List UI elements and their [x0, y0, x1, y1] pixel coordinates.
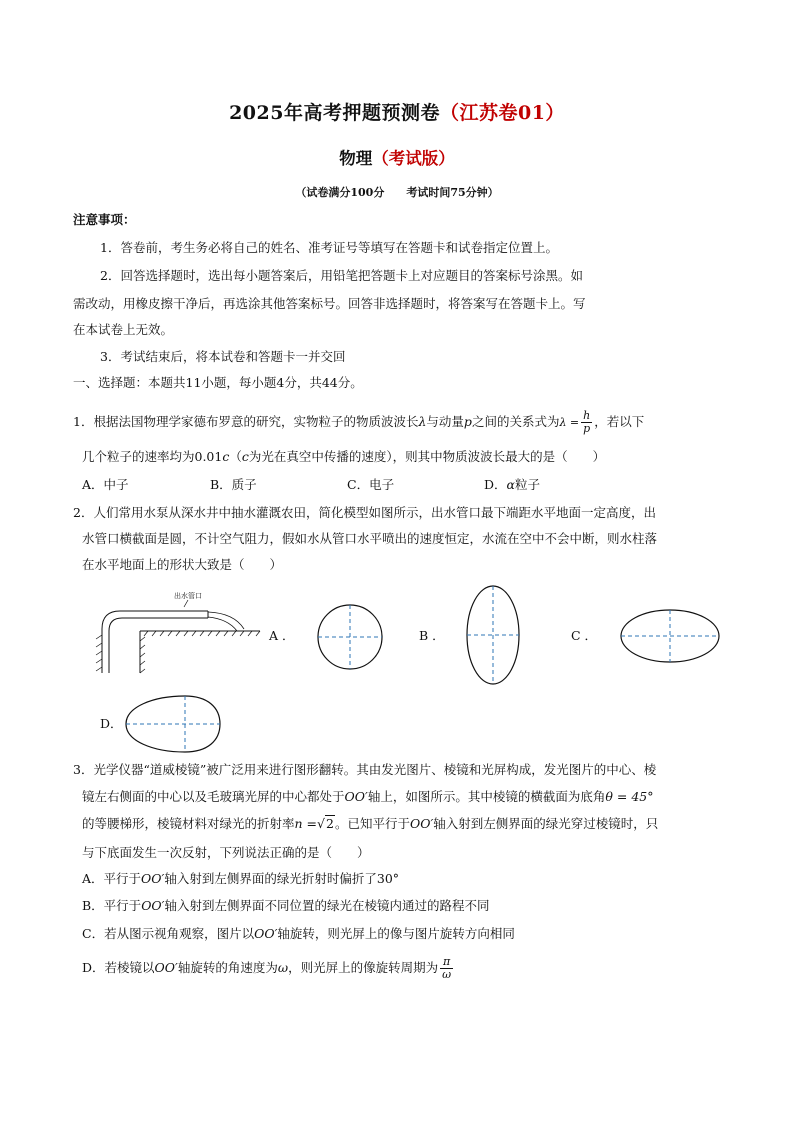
option-d-egg-shape	[123, 693, 223, 755]
q2-label-a: A ．	[269, 628, 295, 643]
q3-sqrt-value: 2	[325, 816, 334, 831]
pipe-wall-hatching	[96, 635, 102, 671]
q3-sqrt: √2	[317, 816, 334, 831]
ground-hatching	[140, 631, 260, 673]
notice-heading: 注意事项：	[73, 212, 136, 227]
pipe-label: 出水管口	[174, 592, 202, 600]
q1-formula-fraction	[581, 410, 592, 435]
q3-opt-d-2: 轴旋转的角速度为	[177, 960, 278, 975]
q3-period-num: π	[440, 956, 453, 969]
q2-line-2: 水管口横截面是圆，不计空气阻力，假如水从管口水平喷出的速度恒定，水流在空中不会中断，则水柱落	[82, 531, 658, 546]
q3-opt-d-3: ，则光屏上的像旋转周期为	[288, 960, 439, 975]
q1-frac-den: p	[583, 422, 591, 435]
q3-line-4: 与下底面发生一次反射，下列说法正确的是（ ）	[82, 845, 370, 860]
q3-text-b: 轴上，如图所示。其中棱镜的横截面为底角	[367, 789, 606, 804]
q3-line-3	[82, 816, 658, 832]
q1-option-a: A．中子	[82, 477, 129, 492]
q1-line-1	[73, 410, 644, 435]
option-b-vertical-ellipse	[465, 584, 521, 686]
q3-period-den: ω	[442, 968, 452, 981]
q3-period-fraction	[440, 956, 453, 981]
q1-text-e: 几个粒子的速率均为0.01	[82, 449, 223, 464]
q3-opt-a-2: 轴入射到左侧界面的绿光折射时偏折了30°	[164, 871, 400, 886]
page-title	[0, 98, 794, 125]
version-label: （考试版）	[372, 149, 455, 168]
pipe-label-leader	[184, 600, 188, 607]
q1-opt-d-suffix: 粒子	[514, 477, 540, 492]
q3-opt-b-1: B．平行于	[82, 898, 142, 913]
subject-title	[0, 145, 794, 169]
q1-opt-d-alpha: α	[506, 477, 515, 492]
q1-c2: c	[241, 449, 249, 464]
notice-item-2-line-2: 需改动，用橡皮擦干净后，再选涂其他答案标号。回答非选择题时，将答案写在答题卡上。写	[73, 296, 586, 311]
q3-theta: θ = 45°	[605, 789, 654, 804]
q3-opt-c-axis: OO′	[254, 926, 278, 941]
option-c-horizontal-ellipse	[619, 608, 721, 664]
q3-text-e: 轴入射到左侧界面的绿光穿过棱镜时，只	[433, 816, 659, 831]
pipe-figure	[92, 585, 262, 677]
q3-text-d: 。已知平行于	[334, 816, 410, 831]
pipe-outer-wall	[102, 611, 208, 673]
q3-line-2	[82, 789, 653, 805]
q1-c1: c	[222, 449, 230, 464]
notice-item-2-line-1: 2．回答选择题时，选出每小题答案后，用铅笔把答题卡上对应题目的答案标号涂黑。如	[100, 268, 583, 283]
water-stream-lower	[208, 617, 237, 631]
q1-text-g: 为光在真空中传播的速度），则其中物质波波长最大的是（ ）	[248, 449, 606, 464]
q3-n-eq: n =	[294, 816, 318, 831]
q1-formula-lhs: λ =	[559, 416, 580, 429]
q2-label-d: D．	[100, 716, 123, 731]
q1-lambda: λ	[418, 414, 427, 429]
q3-option-d	[82, 956, 455, 981]
title-main: 2025年高考押题预测卷	[229, 102, 440, 124]
meta-score: （试卷满分100分	[295, 186, 385, 199]
q1-p: p	[463, 414, 472, 429]
q1-line-2	[82, 449, 605, 465]
q3-opt-a-axis: OO′	[141, 871, 165, 886]
q3-opt-b-2: 轴入射到左侧界面不同位置的绿光在棱镜内通过的路程不同	[164, 898, 490, 913]
q3-axis-1: OO′	[344, 789, 368, 804]
q3-opt-c-2: 轴旋转，则光屏上的像与图片旋转方向相同	[277, 926, 515, 941]
q3-opt-d-1: D．若棱镜以	[82, 960, 155, 975]
q3-option-b	[82, 898, 490, 914]
q1-text-b: 与动量	[426, 414, 464, 429]
exam-meta	[0, 184, 794, 200]
q2-line-3: 在水平地面上的形状大致是（ ）	[82, 557, 283, 572]
option-a-circle	[316, 603, 384, 671]
q3-text-c: 的等腰梯形，棱镜材料对绿光的折射率	[82, 816, 295, 831]
q3-omega: ω	[277, 960, 289, 975]
q3-option-c	[82, 926, 515, 942]
notice-item-2-line-3: 在本试卷上无效。	[73, 322, 174, 337]
title-paren: （江苏卷01）	[439, 102, 565, 124]
q1-text-d: ，若以下	[594, 414, 645, 429]
q1-text-a: 1．根据法国物理学家德布罗意的研究，实物粒子的物质波波长	[73, 414, 419, 429]
q1-frac-num: h	[583, 409, 591, 422]
q2-label-c: C ．	[571, 628, 598, 643]
q1-option-b: B．质子	[210, 477, 257, 492]
subject-name: 物理	[339, 149, 373, 168]
q3-opt-a-1: A．平行于	[82, 871, 142, 886]
q3-text-a: 镜左右侧面的中心以及毛玻璃光屏的中心都处于	[82, 789, 345, 804]
q1-opt-d-prefix: D．	[484, 477, 507, 492]
q3-opt-d-axis: OO′	[154, 960, 178, 975]
water-stream-upper	[208, 612, 244, 629]
q1-option-c: C．电子	[347, 477, 395, 492]
q3-opt-c-1: C．若从图示视角观察，图片以	[82, 926, 255, 941]
q2-line-1: 2．人们常用水泵从深水井中抽水灌溉农田，简化模型如图所示，出水管口最下端距水平地面一定高度，出	[73, 505, 656, 520]
q2-label-b: B ．	[419, 628, 445, 643]
q1-option-d	[484, 477, 540, 493]
q3-line-1: 3．光学仪器“道威棱镜”被广泛用来进行图形翻转。其由发光图片、棱镜和光屏构成，发光图片的中心、棱	[73, 762, 657, 777]
section-heading: 一、选择题：本题共11小题，每小题4分，共44分。	[73, 375, 363, 390]
pipe-inner-wall	[109, 618, 208, 673]
q3-opt-b-axis: OO′	[141, 898, 165, 913]
q1-text-c: 之间的关系式为	[471, 414, 560, 429]
meta-time: 考试时间75分钟）	[406, 186, 499, 199]
notice-item-1: 1．答卷前，考生务必将自己的姓名、准考证号等填写在答题卡和试卷指定位置上。	[100, 240, 558, 255]
q3-axis-2: OO′	[409, 816, 434, 831]
q3-option-a	[82, 871, 399, 887]
notice-item-3: 3．考试结束后，将本试卷和答题卡一并交回	[100, 349, 346, 364]
q1-text-f: （	[229, 449, 242, 464]
